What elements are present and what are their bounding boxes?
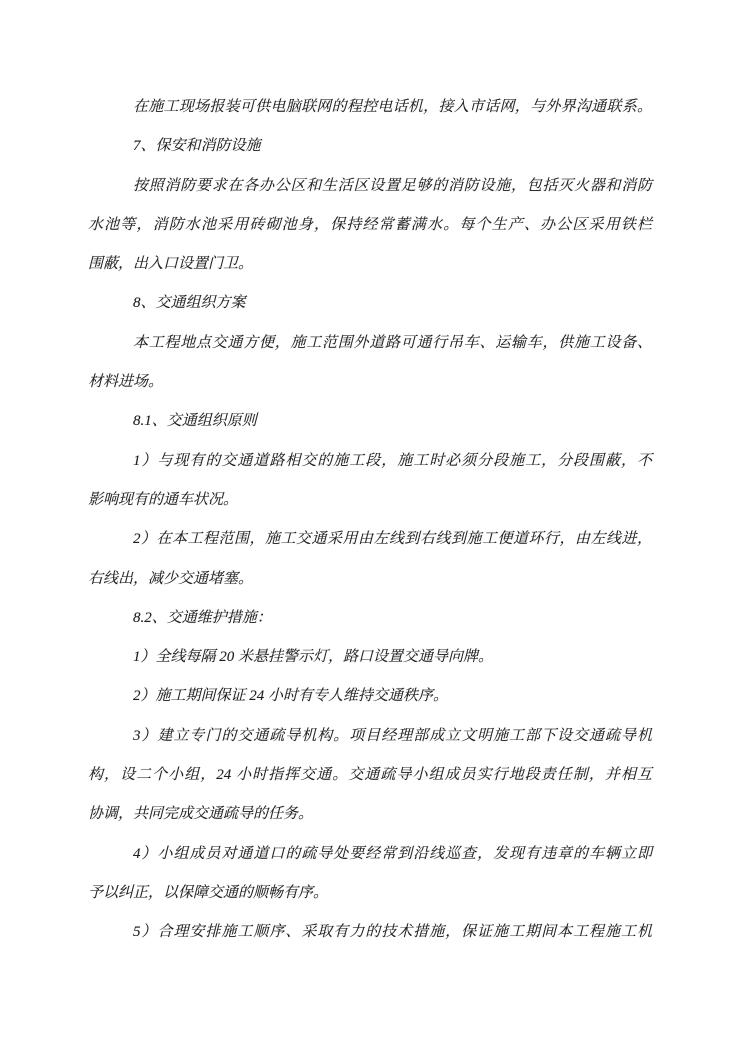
- text-line: 1）与现有的交通道路相交的施工段，施工时必须分段施工，分段围蔽，不: [133, 452, 652, 469]
- text-line: 5）合理安排施工顺序、采取有力的技术措施，保证施工期间本工程施工机: [133, 924, 652, 941]
- text-line: 1）全线每隔 20 米悬挂警示灯，路口设置交通导向牌。: [133, 649, 494, 666]
- text-line: 右线出，减少交通堵塞。: [88, 570, 254, 587]
- text-line: 2）在本工程范围，施工交通采用由左线到右线到施工便道环行，由左线进，: [133, 531, 652, 548]
- text-line: 2）施工期间保证 24 小时有专人维持交通秩序。: [133, 688, 449, 705]
- document-content: [88, 88, 652, 953]
- paragraph: [88, 324, 652, 403]
- paragraph: [88, 835, 652, 914]
- paragraph: [88, 677, 652, 716]
- section-heading: [88, 127, 652, 166]
- text-line: 围蔽，出入口设置门卫。: [88, 256, 254, 273]
- section-heading: [88, 599, 652, 638]
- text-line: 予以纠正，以保障交通的顺畅有序。: [88, 884, 329, 901]
- text-line: 8、交通组织方案: [133, 295, 246, 312]
- text-line: 水池等，消防水池采用砖砌池身，保持经常蓄满水。每个生产、办公区采用铁栏: [88, 216, 652, 233]
- section-heading: [88, 284, 652, 323]
- text-line: 按照消防要求在各办公区和生活区设置足够的消防设施，包括灭火器和消防: [133, 177, 652, 194]
- paragraph: [88, 520, 652, 599]
- paragraph: [88, 913, 652, 952]
- text-line: 3）建立专门的交通疏导机构。项目经理部成立文明施工部下设交通疏导机: [133, 727, 652, 744]
- paragraph: [88, 167, 652, 285]
- text-line: 本工程地点交通方便，施工范围外道路可通行吊车、运输车，供施工设备、: [133, 334, 652, 351]
- text-line: 7、保安和消防设施: [133, 138, 261, 155]
- text-line: 在施工现场报装可供电脑联网的程控电话机，接入市话网，与外界沟通联系。: [133, 99, 652, 115]
- text-line: 构，设二个小组，24 小时指挥交通。交通疏导小组成员实行地段责任制，并相互: [88, 767, 652, 784]
- text-line: 协调，共同完成交通疏导的任务。: [88, 806, 314, 823]
- text-line: 8.1、交通组织原则: [133, 413, 257, 430]
- paragraph: [88, 442, 652, 521]
- text-line: 材料进场。: [88, 374, 164, 391]
- paragraph: [88, 638, 652, 677]
- paragraph: [88, 717, 652, 835]
- text-line: 4）小组成员对通道口的疏导处要经常到沿线巡查，发现有违章的车辆立即: [133, 845, 652, 862]
- text-line: 影响现有的通车状况。: [88, 491, 239, 508]
- section-heading: [88, 402, 652, 441]
- paragraph: [88, 88, 652, 127]
- text-line: 8.2、交通维护措施：: [133, 609, 272, 626]
